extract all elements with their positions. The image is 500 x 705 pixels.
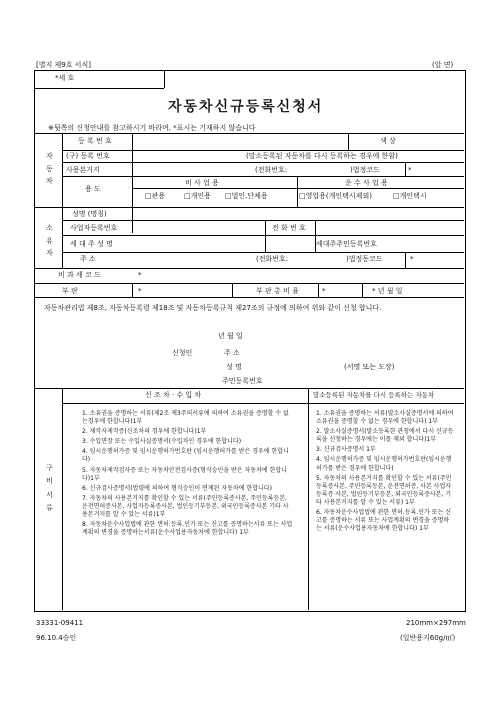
total-star: * xyxy=(322,287,326,295)
form-number: [별지 제9호 서식] xyxy=(36,61,91,69)
doc-item: 7. 자동차의 사용본거지를 확인할 수 있는 서류(주민등록증사본, 주민등록등본, 운전면허증사본, 사업자등록증사본, 법인등기부등본, 외국인등록증사본 기타 사용본거지를 알 수 있는 서류)1부 xyxy=(82,494,289,519)
old-reg-note: (말소등록된 자동차를 다시 등록하는 경우에 한함) xyxy=(246,152,398,160)
reg-no-label: 등 록 번 호 xyxy=(78,137,112,145)
doc-item: 2. 말소사실증명서(말소등록한 관청에서 다시 신규등록을 신청하는 경우에는 이를 제외 합니다)1부 xyxy=(316,428,454,444)
applicant-address-label: 주 소 xyxy=(224,349,240,357)
base-code-star: * xyxy=(408,166,412,174)
applicant-label: 신청인 xyxy=(172,349,193,357)
seal-label: (서명 또는 도장) xyxy=(344,363,395,371)
address-legal-code-label: )법정동코드 xyxy=(346,255,383,263)
owner-name-label: 성명 (명칭) xyxy=(72,210,107,218)
address-label: 주 소 xyxy=(80,255,96,263)
base-legal-code-label: )법정코드 xyxy=(350,166,380,174)
owner-section-label: 소유자 xyxy=(46,224,53,258)
doc-item: 1. 소유권을 증명하는 서류(말소사실증명서에 의하여 소유권을 증명할 수 없는 경우에 한합니다) 1부 xyxy=(316,410,454,426)
footer-code: 33331-09411 xyxy=(36,619,84,627)
option-business[interactable]: □영업용(개인택시제외) xyxy=(299,192,372,200)
docs-col-right-header: 말소등록된 자동차를 다시 등록하는 자동차 xyxy=(313,391,435,399)
noncommercial-label: 비 사 업 용 xyxy=(185,179,219,187)
form-title: 자동차신규등록신청서 xyxy=(168,99,324,115)
total-label: 부 판 총 비 율 xyxy=(256,287,299,295)
old-reg-label: (구) 등록 번호 xyxy=(66,152,110,160)
doc-item: 1. 소유권을 증명하는 서류(제2조 제3주의서류에 의하여 소유권을 증명할 수 없는경우에 한합니다)1부 xyxy=(82,410,289,426)
footer-paper: (일반용지60g/㎡) xyxy=(400,634,456,642)
declaration-text: 자동차관리법 제8조, 자동차등록령 제18조 및 자동차등록규칙 제27조의 규정에 의하여 위와 같이 신청 합니다. xyxy=(44,304,382,312)
footer-date: 96.10.4승인 xyxy=(36,634,77,642)
doc-item: 5. 자동차제작검사증 또는 자동차안전검사증(형식승인을 받은 자동차에 한합니다)1부 xyxy=(82,466,287,482)
vehicle-section-label: 자동차 xyxy=(46,152,53,186)
householder-name-label: 세 대 주 성 명 xyxy=(70,240,113,248)
date-label: * 년 월 일 xyxy=(372,287,403,295)
docs-col-left-header: 신 조 차 · 수 입 차 xyxy=(145,391,202,399)
footer-size: 210mm×297mm xyxy=(406,619,466,627)
doc-item: 3. 신규검사증명서 1부 xyxy=(316,446,376,454)
doc-item: 5. 자동차의 사용본거지를 확인할 수 있는 서류(주민등록증사본, 주민등록등본, 운전면허증, 사본 사업자등록증 사본, 법인등기부등본, 외국인등록증사본, 기타 사용본거지를 알 수 있는 서류) 1부 xyxy=(316,474,452,506)
color-label: 색 상 xyxy=(380,137,396,145)
doc-item: 4. 임시운행허가증 및 임시운행허가번호판 (임시운행허가를 받은 경우에 한합니다) xyxy=(82,448,289,464)
use-label: 용 도 xyxy=(85,185,101,193)
page-side: (앞 면) xyxy=(432,61,454,69)
doc-item: 2. 제작자제작증(신조차의 경우에 한합니다)1부 xyxy=(82,428,207,436)
declaration-date: 년 월 일 xyxy=(218,332,243,340)
doc-item: 4. 임시운행허가증 및 임시운행허가번호판(임시운행허가를 받은 경우에 한합니다) xyxy=(316,456,452,472)
doc-item: 6. 자동차운수사업법에 관한 면허.등록.인가 또는 신고를 증명하는 서류 또는 사업계획의 변경을 증명하는 서류(운수사업용자동차에 한합니다) 1부 xyxy=(316,509,451,533)
tax-code-star: * xyxy=(138,271,142,279)
address-phone-label: (전화번호: xyxy=(256,255,289,263)
purchase-star: * xyxy=(138,287,142,295)
transport-label: 운 수 사 업 용 xyxy=(345,179,388,187)
option-corporate[interactable]: □법인.단체용 xyxy=(225,192,268,200)
docs-left-list xyxy=(82,410,294,539)
tax-code-label: 비 과 세 코 드 xyxy=(58,271,101,279)
doc-item: 8. 자동차운수사업법에 관한 면허.등록.인가 또는 신고를 증명하는서류 또는 사업계획의 변경을 증명하는서류(운수사업용자동차에 한합니다) 1부 xyxy=(82,521,293,537)
receipt-number-label: *세 호 xyxy=(55,74,75,82)
base-location-label: 사용본거지 xyxy=(66,166,100,174)
doc-item: 3. 수입면장 또는 수입사실증명서(수입차인 경우에 한합니다) xyxy=(82,438,242,446)
base-phone-label: (전화번호: xyxy=(255,166,288,174)
notice-text: ※뒷쪽의 신청안내를 참고하시기 바라며, *표시는 기재하지 않습니다 xyxy=(48,124,256,132)
phone-label: 전 화 번 호 xyxy=(272,224,306,232)
doc-item: 6. 신규검사증명서(법령에 의하여 형식승인이 면제된 자동차에 한합니다) xyxy=(82,484,272,492)
docs-right-list xyxy=(316,410,454,535)
option-government[interactable]: □관용 xyxy=(145,192,166,200)
bizreg-label: 사업자등록번호 xyxy=(70,224,118,232)
purchase-label: 부 판 xyxy=(62,287,78,295)
applicant-name-label: 성 명 xyxy=(226,363,242,371)
householder-resno-label: 세대주주민등록번호 xyxy=(316,240,377,248)
docs-section-label: 구비서류 xyxy=(46,464,53,512)
option-personal[interactable]: □개인용 xyxy=(184,192,211,200)
address-code-star: * xyxy=(410,255,414,263)
applicant-resno-label: 주민등록번호 xyxy=(222,377,263,385)
option-private-taxi[interactable]: □개인택시 xyxy=(393,192,427,200)
